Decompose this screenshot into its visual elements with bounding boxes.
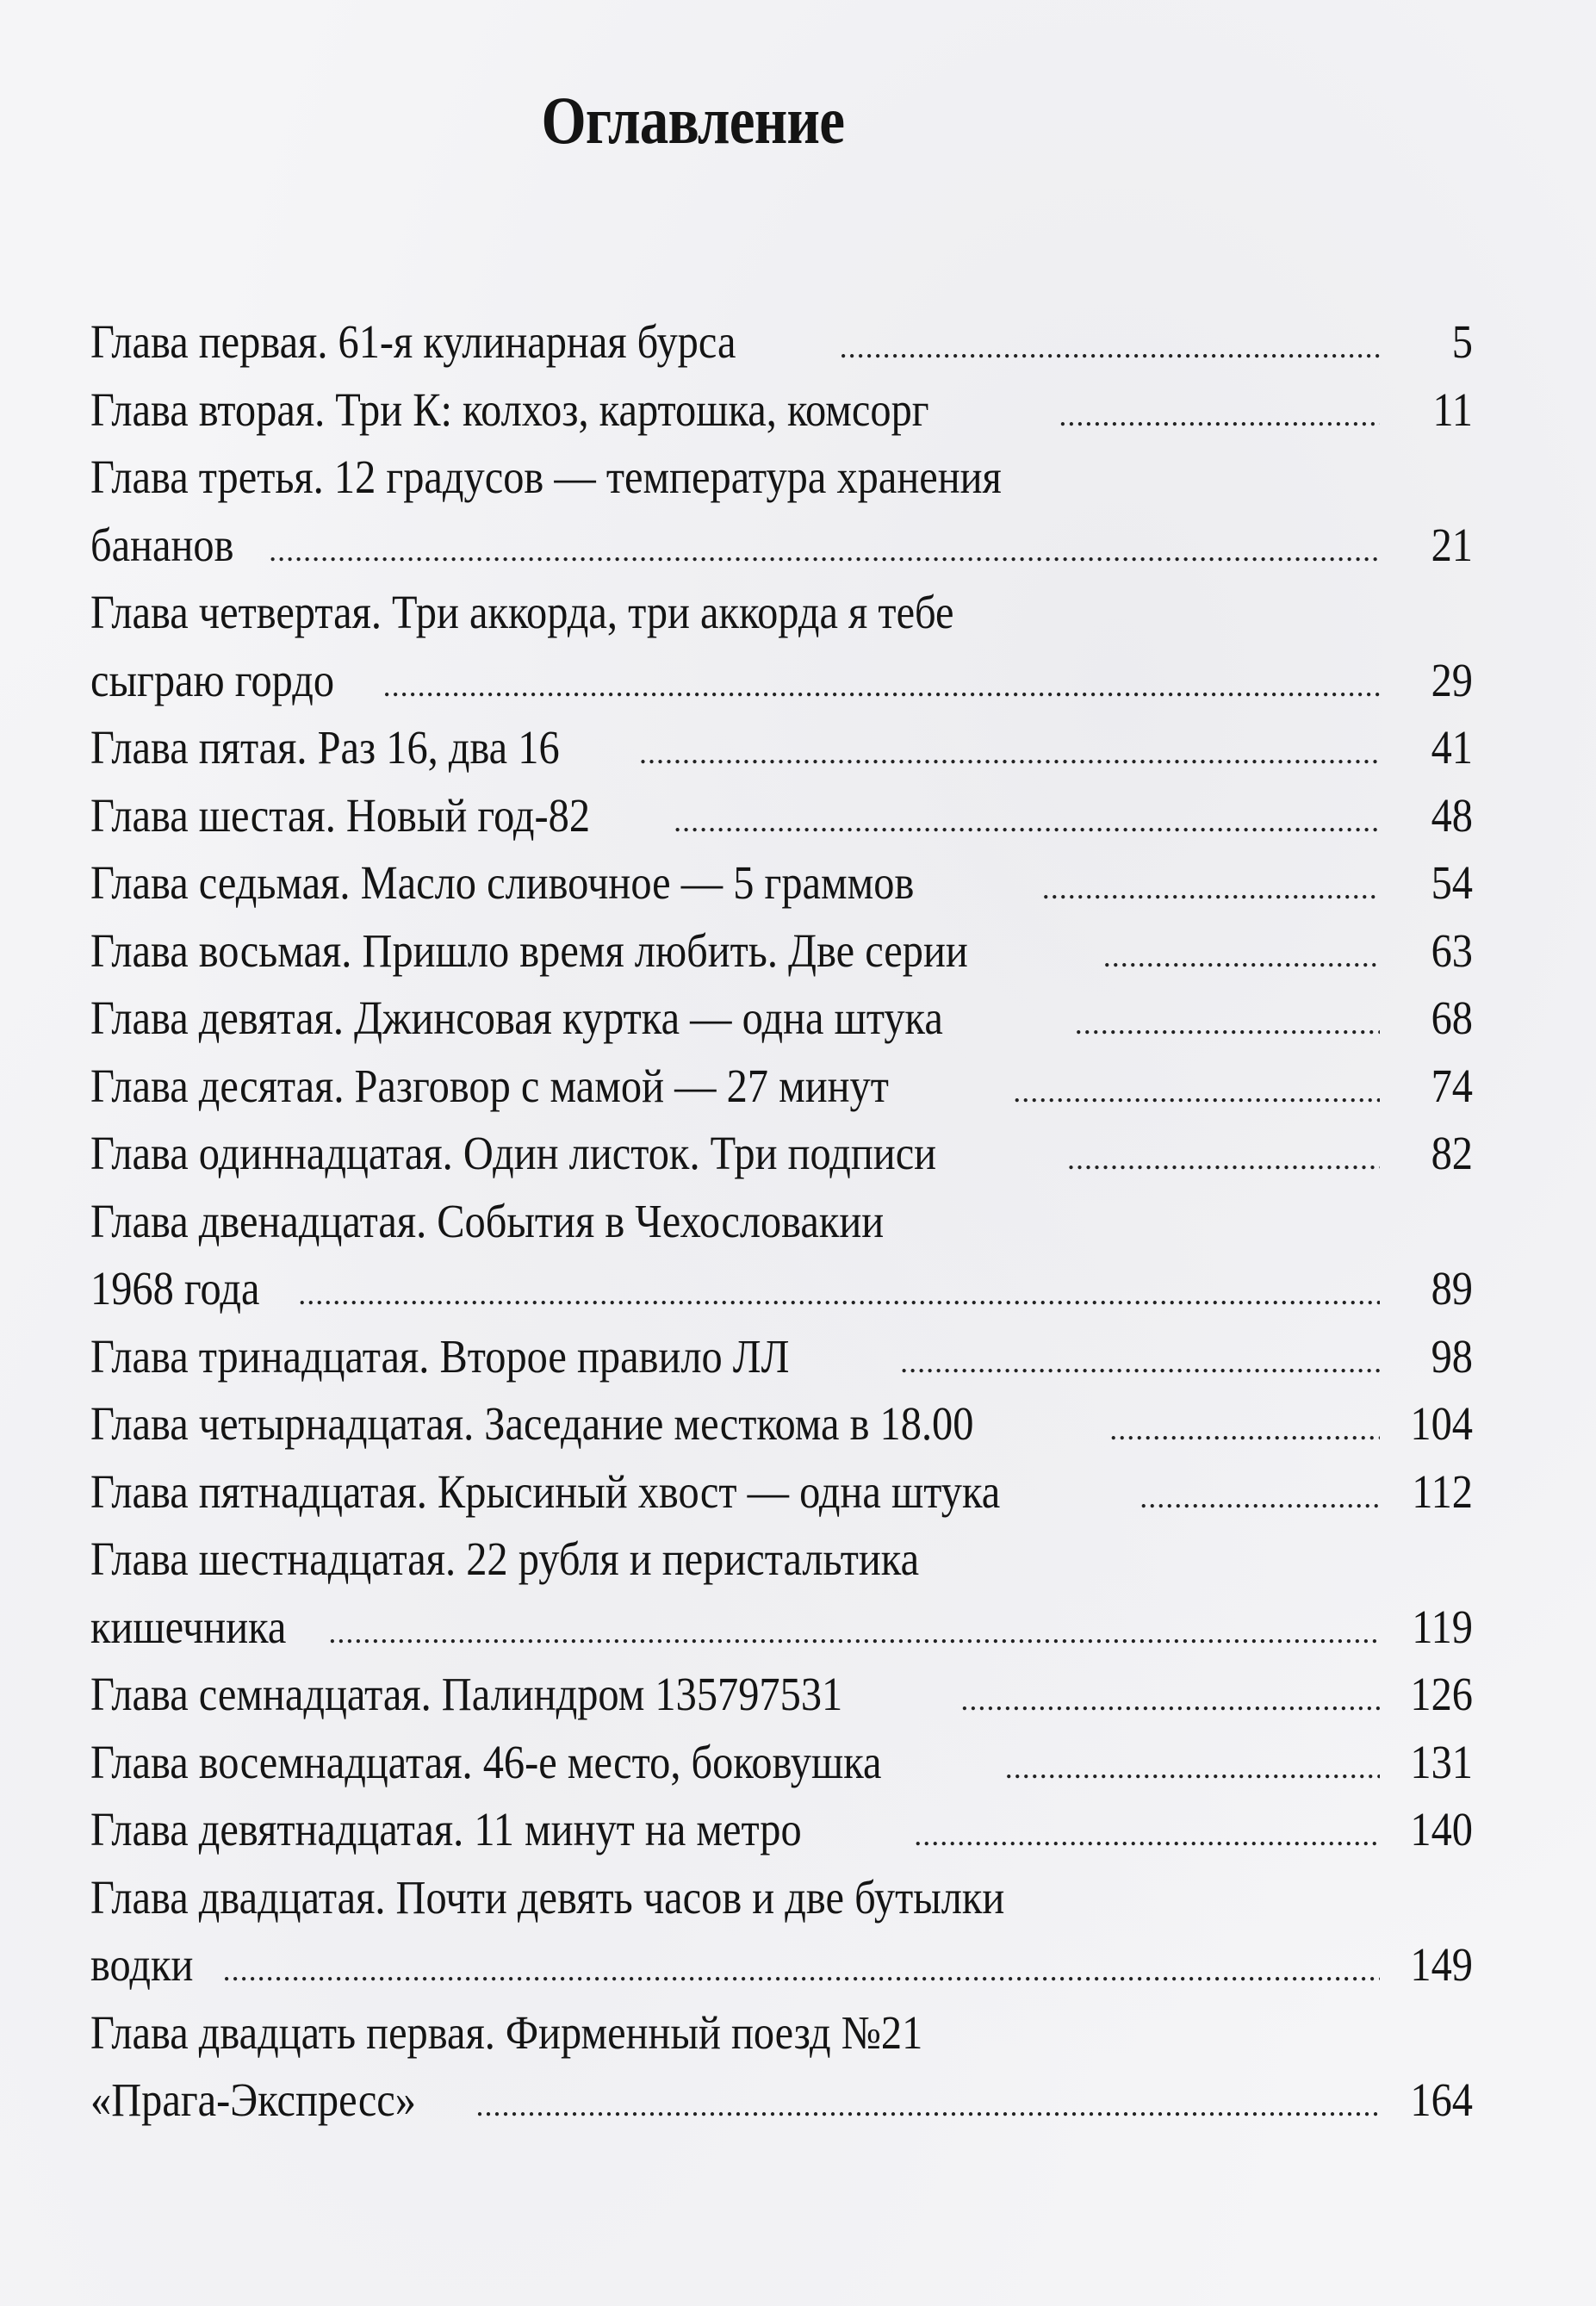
chapter-title: Глава шестнадцатая. 22 рубля и перистальтика (90, 1532, 920, 1585)
toc-entry[interactable] (90, 1188, 1473, 1323)
chapter-title: Глава десятая. Разговор с мамой — 27 минут (90, 1059, 889, 1112)
dot-leader (223, 1936, 1380, 2005)
dot-leader (1067, 1125, 1380, 1193)
page-number: 21 (1431, 518, 1473, 571)
chapter-title: Глава первая. 61-я кулинарная бурса (90, 315, 736, 368)
toc-entry[interactable] (90, 1390, 1473, 1458)
page-number: 112 (1412, 1464, 1473, 1518)
chapter-title: Глава четырнадцатая. Заседание месткома в 18.00 (90, 1397, 974, 1450)
page-number: 140 (1410, 1803, 1473, 1855)
chapter-title: Глава пятнадцатая. Крысиный хвост — одна штука (90, 1464, 1001, 1518)
toc-entry[interactable] (90, 917, 1473, 985)
chapter-title: Глава седьмая. Масло сливочное — 5 граммов (90, 856, 915, 909)
chapter-title: Глава семнадцатая. Палиндром 135797531 (90, 1668, 843, 1720)
page-number: 149 (1410, 1938, 1473, 1991)
chapter-title: Глава третья. 12 градусов — температура хранения (90, 451, 1002, 503)
dot-leader (328, 1599, 1380, 1667)
chapter-title: Глава четвертая. Три аккорда, три аккорда я тебе (90, 586, 954, 638)
toc-entry[interactable] (90, 308, 1473, 376)
toc-entry[interactable] (90, 1120, 1473, 1188)
page-number: 131 (1410, 1735, 1473, 1788)
table-of-contents (90, 308, 1473, 2135)
dot-leader (1075, 990, 1380, 1058)
page-number: 11 (1432, 382, 1473, 436)
toc-entry[interactable] (90, 714, 1473, 782)
dot-leader (1109, 1395, 1380, 1464)
toc-entry[interactable] (90, 1323, 1473, 1391)
dot-leader (1059, 382, 1380, 450)
chapter-title: Глава двадцатая. Почти девять часов и две бутылки (90, 1870, 1005, 1924)
chapter-title: Глава одиннадцатая. Один листок. Три подписи (90, 1127, 937, 1179)
toc-entry[interactable] (90, 376, 1473, 444)
page-number: 126 (1410, 1668, 1473, 1720)
page-number: 98 (1431, 1329, 1473, 1383)
chapter-title-continued: 1968 года (90, 1262, 260, 1315)
page-number: 82 (1431, 1127, 1473, 1179)
chapter-title-continued: сыграю гордо (90, 653, 335, 706)
chapter-title: Глава вторая. Три К: колхоз, картошка, комсорг (90, 382, 929, 436)
dot-leader (1042, 855, 1380, 923)
page-number: 74 (1431, 1059, 1473, 1112)
page-number: 48 (1431, 788, 1473, 842)
toc-entry[interactable] (90, 1526, 1473, 1661)
dot-leader (1103, 923, 1380, 991)
chapter-title-continued: «Прага-Экспресс» (90, 2073, 416, 2126)
dot-leader (639, 719, 1380, 787)
dot-leader (960, 1666, 1380, 1734)
toc-entry[interactable] (90, 1661, 1473, 1729)
page-number: 54 (1431, 856, 1473, 909)
toc-entry[interactable] (90, 1729, 1473, 1797)
toc-entry[interactable] (90, 1053, 1473, 1121)
page-number: 29 (1431, 653, 1473, 706)
toc-entry[interactable] (90, 1999, 1473, 2135)
dot-leader (269, 517, 1380, 585)
chapter-title-continued: бананов (90, 518, 234, 571)
dot-leader (1005, 1734, 1380, 1802)
page-number: 63 (1431, 923, 1473, 977)
dot-leader (900, 1328, 1380, 1396)
toc-entry[interactable] (90, 444, 1473, 579)
chapter-title-continued: водки (90, 1938, 194, 1991)
dot-leader (1013, 1058, 1380, 1126)
chapter-title: Глава пятая. Раз 16, два 16 (90, 721, 560, 774)
dot-leader (674, 787, 1380, 855)
toc-entry[interactable] (90, 1458, 1473, 1526)
toc-entry[interactable] (90, 1864, 1473, 1999)
chapter-title: Глава восемнадцатая. 46-е место, боковушка (90, 1735, 882, 1788)
dot-leader (476, 2072, 1380, 2140)
page-number: 89 (1431, 1262, 1473, 1315)
toc-entry[interactable] (90, 985, 1473, 1053)
page-number: 68 (1431, 991, 1473, 1044)
page-number: 164 (1410, 2073, 1473, 2126)
dot-leader (840, 314, 1380, 382)
dot-leader (914, 1801, 1380, 1869)
toc-entry[interactable] (90, 1796, 1473, 1864)
page-title: Оглавление (541, 83, 845, 158)
chapter-title: Глава двенадцатая. События в Чехословакии (90, 1194, 885, 1247)
dot-leader (383, 652, 1380, 720)
chapter-title: Глава тринадцатая. Второе правило ЛЛ (90, 1329, 790, 1383)
dot-leader (1140, 1464, 1380, 1532)
chapter-title: Глава девятнадцатая. 11 минут на метро (90, 1803, 802, 1855)
chapter-title: Глава восьмая. Пришло время любить. Две серии (90, 923, 968, 977)
page-number: 41 (1431, 721, 1473, 774)
dot-leader (298, 1260, 1380, 1328)
toc-entry[interactable] (90, 849, 1473, 917)
chapter-title: Глава двадцать первая. Фирменный поезд №21 (90, 2005, 923, 2059)
page-number: 5 (1451, 315, 1473, 368)
toc-entry[interactable] (90, 782, 1473, 850)
page-number: 104 (1410, 1397, 1473, 1450)
chapter-title-continued: кишечника (90, 1600, 287, 1653)
chapter-title: Глава девятая. Джинсовая куртка — одна штука (90, 991, 943, 1044)
toc-entry[interactable] (90, 579, 1473, 714)
page-number: 119 (1412, 1600, 1473, 1653)
chapter-title: Глава шестая. Новый год-82 (90, 788, 591, 842)
